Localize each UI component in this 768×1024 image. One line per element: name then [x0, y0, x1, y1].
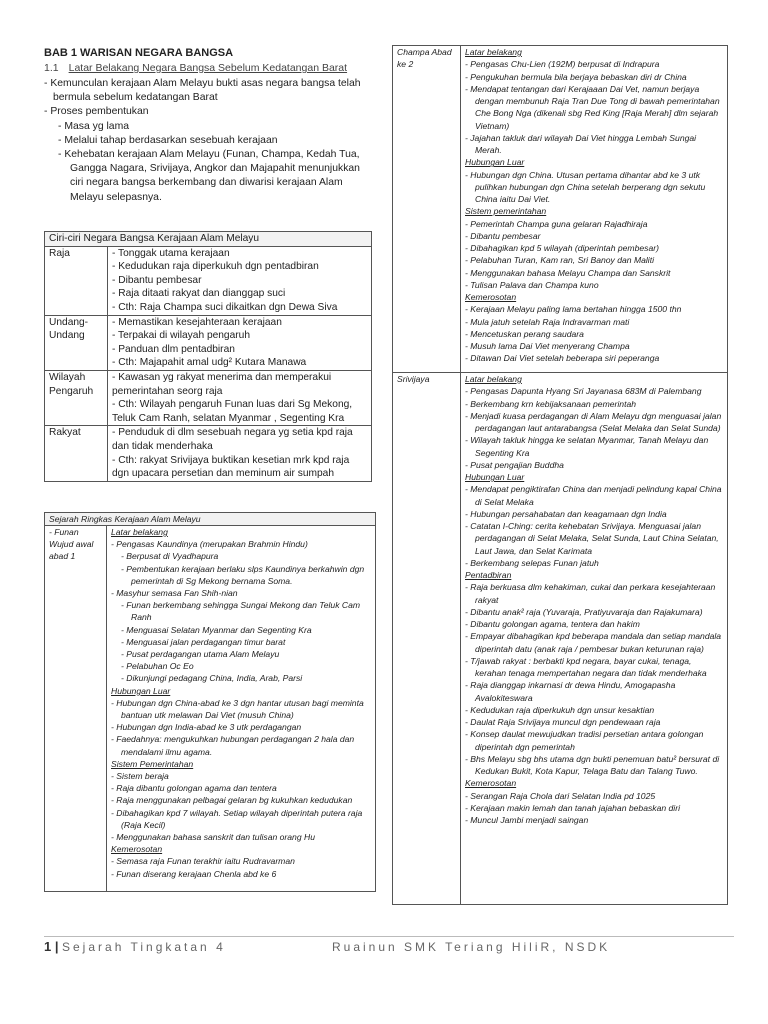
subsection-heading: Hubungan Luar [465, 157, 525, 168]
list-item: - Pengasas Kaundinya (merupakan Brahmin Hindu) [111, 539, 308, 550]
list-item: - Tulisan Palava dan Champa kuno [465, 279, 599, 290]
list-item: - Pengasas Dapunta Hyang Sri Jayanasa 683M di Palembang [465, 386, 702, 397]
srivijaya-key: Srivijaya [393, 373, 461, 904]
row-value: - Kedudukan raja diperkukuh dgn pentadbiran [112, 261, 319, 273]
right-table [392, 45, 728, 905]
subsection-heading: Sistem pemerintahan [465, 206, 547, 217]
list-item: - Muncul Jambi menjadi saingan [465, 815, 589, 825]
row-values [108, 315, 372, 370]
list-item: - Musuh lama Dai Viet menyerang Champa [465, 341, 630, 351]
row-value: - Memastikan kesejahteraan kerajaan [112, 316, 282, 328]
row-key: Raja [45, 246, 108, 315]
list-item: - Mendapat pengiktirafan China dan menjadi pelindung kapal China di Selat Melaka [465, 484, 722, 507]
champa-details [461, 46, 727, 365]
list-item: - T/jawab rakyat : berbakti kpd negara, bayar cukai, tenaga, kerahan tenaga mempertahan negara dan tidak menderhaka [465, 655, 707, 678]
intro-line: bermula sebelum kedatangan Barat [53, 92, 218, 104]
list-item: - Masyhur semasa Fan Shih-nian [111, 588, 238, 599]
row-value: - Raja ditaati rakyat dan dianggap suci [112, 288, 286, 300]
list-item: - Wilayah takluk hingga ke selatan Myanmar, Tanah Melayu dan Segenting Kra [465, 435, 709, 458]
row-value: - Terpakai di wilayah pengaruh [112, 330, 250, 342]
subsection-heading: Sistem Pemerintahan [111, 758, 194, 769]
list-item: - Jajahan takluk dari wilayah Dai Viet hingga Lembah Sungai Merah. [465, 132, 697, 155]
row-value: - Kawasan yg rakyat menerima dan memperakui pemerintahan seorg raja [112, 371, 332, 397]
intro-line: - Kemunculan kerajaan Alam Melayu bukti asas negara bangsa telah [44, 78, 361, 89]
footer-subject: Sejarah Tingkatan 4 [62, 940, 226, 954]
list-item: - Semasa raja Funan terakhir iaitu Rudravarman [111, 856, 295, 867]
subsection-heading: Kemerosotan [111, 844, 163, 855]
list-item: - Raja dibantu golongan agama dan tentera [111, 783, 277, 794]
srivijaya-details [461, 373, 727, 826]
chapter-title: BAB 1 WARISAN NEGARA BANGSA [44, 47, 234, 59]
row-value: - Cth: Wilayah pengaruh Funan luas dari Sg Mekong, Teluk Cam Ranh, selatan Myanmar , Segenting Kra [112, 399, 353, 424]
list-item: - Raja menggunakan pelbagai gelaran bg kukuhkan kedudukan [111, 795, 353, 806]
list-item: - Raja berkuasa dlm kehakiman, cukai dan perkara kesejahteraan rakyat [465, 582, 716, 605]
list-item: - Menjadi kuasa perdagangan di Alam Melayu dgn menguasai jalan perdagangan laut antarabangsa (Selat Melaka dan Selat Sunda) [465, 410, 722, 433]
row-values [108, 370, 372, 425]
list-item: - Sistem beraja [111, 771, 169, 782]
sejarah-table-header: Sejarah Ringkas Kerajaan Alam Melayu [45, 513, 375, 526]
row-value: - Cth: Majapahit amal udg² Kutara Manawa [112, 357, 307, 369]
intro-list [44, 77, 374, 205]
list-item: - Pelabuhan Oc Eo [121, 661, 194, 672]
list-item: - Ditawan Dai Viet setelah beberapa siri peperanga [465, 353, 660, 364]
row-value: - Tonggak utama kerajaan [112, 247, 230, 259]
list-item: - Mendapat tentangan dari Kerajaaan Dai Vet, namun berjaya dengan membunuh Raja Tran Due Tong di bawah pemerintahan Che Bong Nga (dikenali sbg Red King [Raja Merah] dlm sejarah Vietnam) [465, 83, 720, 131]
list-item: - Mencetuskan perang saudara [465, 328, 584, 339]
list-item: - Pengasas Chu-Lien (192M) berpusat di Indrapura [465, 59, 660, 70]
list-item: - Catatan I-Ching: cerita kehebatan Srivijaya. Menguasai jalan perdagangan di Selat Melaka, Selat Sunda, Laut China Selatan, Laut Jawa, dan Selat Karimata [465, 521, 719, 556]
row-value: - Panduan dlm pentadbiran [112, 343, 235, 355]
subsection-heading: Pentadbiran [465, 570, 512, 580]
list-item: - Pengukuhan bermula bila berjaya bebaskan diri dr China [465, 71, 687, 82]
subsection-heading: Hubungan Luar [465, 472, 525, 482]
list-item: - Menggunakan bahasa Melayu Champa dan Sanskrit [465, 267, 671, 278]
list-item: - Hubungan persahabatan dan keagamaan dgn India [465, 508, 667, 519]
list-item: - Pusat perdagangan utama Alam Melayu [121, 649, 280, 660]
row-values [108, 426, 372, 481]
subsection-heading: Latar belakang [465, 374, 522, 384]
list-item: - Bhs Melayu sbg bhs utama dgn bukti penemuan batu² bersurat di Kedukan Bukit, Kota Kapur, Telaga Batu dan Talang Tuwo. [465, 753, 720, 776]
list-item: - Berpusat di Vyadhapura [121, 551, 219, 562]
list-item: - Pusat pengajian Buddha [465, 459, 564, 470]
list-item: - Empayar dibahagikan kpd beberapa mandala dan setiap mandala diperintah datu (anak raja / pembesar bukan keturunan raja) [465, 631, 722, 654]
funan-details [107, 526, 375, 880]
row-values [108, 246, 372, 315]
subsection-heading: Hubungan Luar [111, 685, 171, 696]
row-value: - Cth: rakyat Srivijaya buktikan kesetian mrk kpd raja dgn upacara persetian dan meminum air sumpah [112, 454, 350, 480]
subsection-heading: Latar belakang [111, 527, 168, 537]
subsection-heading: Latar belakang [465, 47, 522, 57]
list-item: - Berkembang krn kebijaksanaan pemerintah [465, 398, 637, 409]
list-item: - Pemerintah Champa guna gelaran Rajadhiraja [465, 218, 648, 229]
list-item: - Serangan Raja Chola dari Selatan India pd 1025 [465, 790, 656, 801]
champa-key: Champa Abad ke 2 [393, 46, 461, 372]
list-item: - Dibahagikan kpd 7 wilayah. Setiap wilayah diperintah putera raja (Raja Kecil) [111, 807, 363, 830]
row-key: Rakyat [45, 426, 108, 481]
list-item: - Pelabuhan Turan, Kam ran, Sri Banoy dan Maliti [465, 255, 654, 266]
intro-subline: - Kehebatan kerajaan Alam Melayu (Funan, Champa, Kedah Tua, Gangga Nagara, Srivijaya, Angkor dan Majapahit menunjukkan ciri negara bangsa berkembang dan diwarisi kerajaan Alam Melayu selepasnya. [58, 149, 360, 203]
table-row [45, 426, 372, 481]
intro-subline: - Masa yg lama [58, 120, 130, 132]
list-item: - Menguasai Selatan Myanmar dan Segenting Kra [121, 624, 312, 635]
list-item: - Dibantu golongan agama, tentera dan hakim [465, 619, 640, 629]
intro-subline: - Melalui tahap berdasarkan sesebuah kerajaan [58, 134, 278, 146]
list-item: - Dibantu pembesar [465, 230, 541, 241]
list-item: - Dibantu anak² raja (Yuvaraja, Pratiyuvaraja dan Rajakumara) [465, 606, 703, 617]
list-item: - Kedudukan raja diperkukuh dgn unsur kesaktian [465, 704, 655, 715]
row-value: - Cth: Raja Champa suci dikaitkan dgn Dewa Siva [112, 301, 338, 313]
list-item: - Faedahnya: mengukuhkan hubungan perdagangan 2 hala dan mendalami ilmu agama. [111, 734, 355, 757]
list-item: - Raja dianggap inkarnasi dr dewa Hindu, Amogapasha Avalokiteswara [465, 680, 676, 703]
subsection-heading: Kemerosotan [465, 292, 517, 302]
list-item: - Funan berkembang sehingga Sungai Mekong dan Teluk Cam Ranh [121, 600, 361, 623]
list-item: - Berkembang selepas Funan jatuh [465, 557, 599, 568]
table-row [45, 315, 372, 370]
list-item: - Dibahagikan kpd 5 wilayah (diperintah pembesar) [465, 243, 659, 253]
list-item: - Daulat Raja Srivijaya muncul dgn pendewaan raja [465, 717, 661, 727]
intro-line: - Proses pembentukan [44, 106, 149, 118]
list-item: - Menggunakan bahasa sanskrit dan tulisan orang Hu [111, 832, 315, 843]
table-row [45, 246, 372, 315]
ciri-table-header: Ciri-ciri Negara Bangsa Kerajaan Alam Melayu [45, 232, 372, 247]
section-heading [44, 62, 374, 74]
list-item: - Dikunjungi pedagang China, India, Arab, Parsi [121, 673, 303, 684]
list-item: - Hubungan dgn India-abad ke 3 utk perdagangan [111, 722, 302, 733]
list-item: - Menguasai jalan perdagangan timur barat [121, 636, 286, 647]
ciri-table [44, 231, 372, 482]
list-item: - Mula jatuh setelah Raja Indravarman mati [465, 316, 630, 327]
list-item: - Konsep daulat mewujudkan tradisi persetian antara golongan diperintah dgn pemerintah [465, 729, 704, 752]
row-key: Undang-Undang [45, 315, 108, 370]
list-item: - Funan diserang kerajaan Chenla abd ke 6 [111, 868, 277, 879]
left-column [44, 47, 374, 205]
footer-school: Ruainun SMK Teriang HiliR, NSDK [332, 940, 611, 954]
row-value: - Dibantu pembesar [112, 274, 202, 286]
page-footer [44, 936, 734, 954]
list-item: - Kerajaan makin lemah dan tanah jajahan bebaskan diri [465, 802, 680, 813]
row-value: - Penduduk di dlm sesebuah negara yg setia kpd raja dan tidak menderhaka [112, 427, 353, 452]
list-item: - Hubungan dgn China. Utusan pertama dihantar abd ke 3 utk pulihkan hubungan dgn China setelah berperang dgn sekutu China iaitu Dai Viet. [465, 169, 706, 204]
section-number: 1.1 [44, 62, 59, 74]
page-number: 1 | [44, 939, 59, 954]
funan-key: - Funan Wujud awal abad 1 [45, 526, 107, 891]
list-item: - Kerajaan Melayu paling lama bertahan hingga 1500 thn [465, 304, 682, 315]
table-row [45, 370, 372, 425]
section-title: Latar Belakang Negara Bangsa Sebelum Kedatangan Barat [68, 62, 348, 74]
list-item: - Pembentukan kerajaan berlaku slps Kaundinya berkahwin dgn pemerintah di Sg Mekong bernama Soma. [121, 563, 365, 586]
sejarah-table [44, 512, 376, 892]
list-item: - Hubungan dgn China-abad ke 3 dgn hantar utusan bagi meminta bantuan utk melawan Dai Viet (musuh China) [111, 697, 364, 721]
subsection-heading: Kemerosotan [465, 778, 517, 789]
row-key: Wilayah Pengaruh [45, 370, 108, 425]
